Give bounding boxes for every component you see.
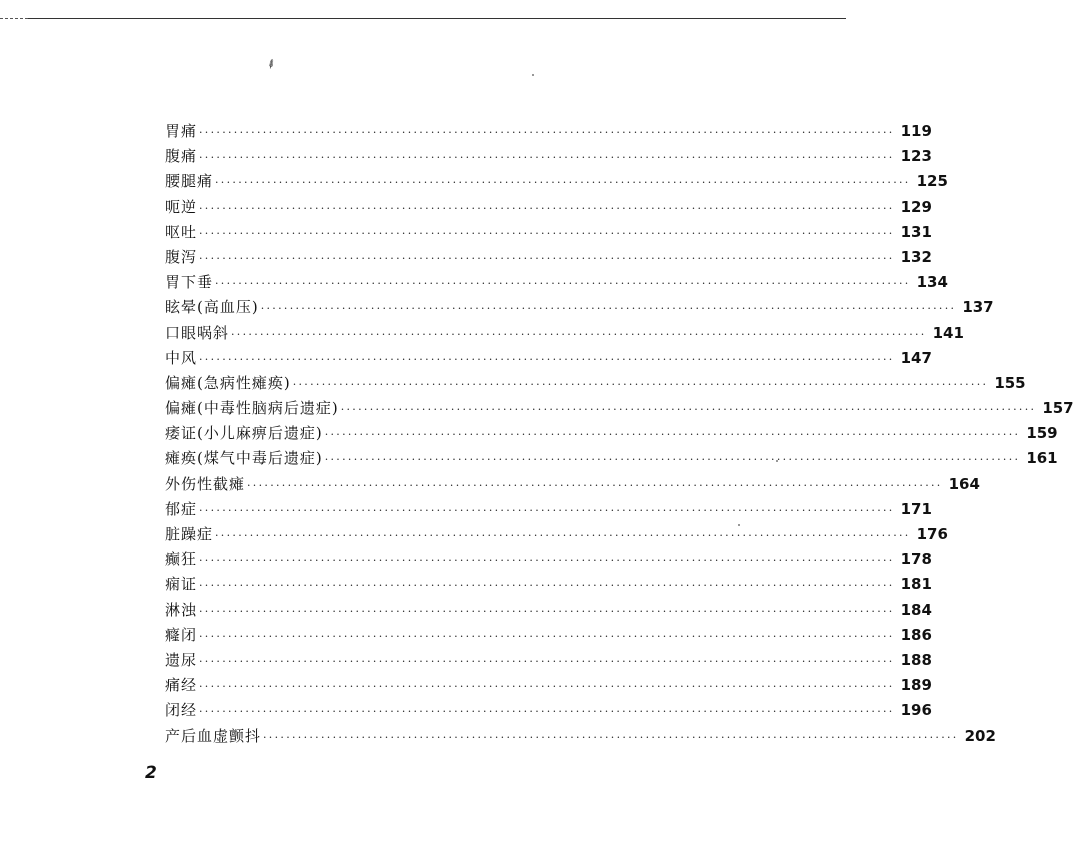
scan-artifact-mark: ⸙ <box>263 54 280 74</box>
toc-entry-title: 腰腿痛 <box>165 172 214 191</box>
toc-entry <box>165 220 932 245</box>
toc-entry <box>165 144 932 169</box>
toc-entry-title: 腹痛 <box>165 147 198 166</box>
toc-dot-leader: ························································································································ <box>199 680 895 694</box>
toc-entry-page: 155 <box>994 373 1026 392</box>
toc-entry-title: 脏躁症 <box>165 525 214 543</box>
toc-entry-title: 瘫痪(煤气中毒后遗症) <box>165 449 323 468</box>
toc-dot-leader: ························································································································ <box>199 604 895 618</box>
toc-entry <box>165 119 932 144</box>
toc-entry <box>165 724 996 749</box>
toc-entry-title: 中风 <box>165 348 198 367</box>
toc-dot-leader: ························································································································ <box>199 226 895 240</box>
toc-entry-page: 171 <box>900 499 932 518</box>
toc-entry-page: 196 <box>900 701 932 720</box>
toc-entry <box>165 371 1026 396</box>
toc-entry <box>165 321 964 346</box>
toc-entry <box>165 421 1058 446</box>
toc-dot-leader: ························································································································ <box>199 705 895 719</box>
toc-dot-leader: ························································································································ <box>215 529 911 542</box>
toc-dot-leader: ························································································································ <box>199 579 895 593</box>
toc-entry <box>165 472 980 497</box>
toc-dot-leader: ························································································································ <box>247 478 943 492</box>
toc-entry-title: 胃下垂 <box>165 273 214 292</box>
toc-entry <box>165 195 932 220</box>
toc-entry-page: 181 <box>900 575 932 594</box>
toc-entry-title: 产后血虚颤抖 <box>165 726 262 745</box>
toc-entry <box>165 522 948 547</box>
toc-entry-title: 腹泻 <box>165 247 198 266</box>
toc-entry-page: 123 <box>900 147 932 166</box>
toc-dot-leader: ························································································································ <box>199 629 895 643</box>
toc-dot-leader: ························································································································ <box>263 730 959 744</box>
toc-entry-page: 147 <box>900 348 932 367</box>
toc-entry-page: 202 <box>964 726 996 745</box>
top-rule-dashed <box>0 18 28 19</box>
table-of-contents <box>165 119 1074 749</box>
toc-entry-page: 119 <box>900 122 932 140</box>
toc-entry <box>165 497 932 522</box>
toc-entry-page: 188 <box>900 650 932 669</box>
toc-entry-title: 口眼㖞斜 <box>165 323 230 342</box>
toc-entry <box>165 572 932 597</box>
toc-entry-title: 偏瘫(急病性瘫痪) <box>165 373 291 392</box>
toc-entry <box>165 598 932 623</box>
toc-entry-title: 遗尿 <box>165 650 198 669</box>
toc-entry-title: 胃痛 <box>165 122 198 140</box>
toc-entry <box>165 245 932 270</box>
toc-dot-leader: ························································································································ <box>199 503 895 517</box>
toc-dot-leader: ························································································································ <box>199 251 895 265</box>
toc-entry-title: 郁症 <box>165 499 198 518</box>
toc-entry <box>165 346 932 371</box>
toc-entry-title: 痿证(小儿麻痹后遗症) <box>165 424 323 443</box>
toc-entry-page: 129 <box>900 197 932 216</box>
toc-entry-page: 141 <box>932 323 964 342</box>
toc-entry-page: 189 <box>900 676 932 695</box>
toc-dot-leader: ························································································································ <box>199 554 895 568</box>
toc-dot-leader: ························································································································ <box>324 428 1021 442</box>
toc-entry-page: 164 <box>948 474 980 493</box>
toc-dot-leader: ························································································································ <box>215 277 911 291</box>
toc-dot-leader: ························································································································ <box>340 403 1037 417</box>
toc-entry-page: 137 <box>962 298 994 317</box>
toc-entry-title: 眩晕(高血压) <box>165 298 259 317</box>
toc-entry-page: 132 <box>900 247 932 266</box>
toc-entry-title: 痛经 <box>165 676 198 695</box>
toc-entry <box>165 698 932 723</box>
toc-entry-page: 178 <box>900 550 932 569</box>
top-rule <box>28 18 846 19</box>
toc-dot-leader: ························································································································ <box>215 176 911 190</box>
toc-dot-leader: ························································································································ <box>199 126 895 139</box>
toc-dot-leader: ························································································································ <box>199 201 895 215</box>
toc-entry-page: 157 <box>1042 399 1074 418</box>
toc-entry <box>165 446 1058 471</box>
toc-entry-page: 161 <box>1026 449 1058 468</box>
toc-entry-page: 159 <box>1026 424 1058 443</box>
toc-entry-title: 呃逆 <box>165 197 198 216</box>
toc-entry-title: 偏瘫(中毒性脑病后遗症) <box>165 399 339 418</box>
scan-speck <box>532 74 534 76</box>
toc-entry <box>165 648 932 673</box>
toc-entry-title: 淋浊 <box>165 600 198 619</box>
toc-entry-title: 痫证 <box>165 575 198 594</box>
toc-entry <box>165 169 948 194</box>
toc-entry-title: 外伤性截瘫 <box>165 474 246 493</box>
toc-dot-leader: ························································································································ <box>199 352 895 366</box>
toc-entry-page: 186 <box>900 625 932 644</box>
toc-entry-page: 125 <box>916 172 948 191</box>
toc-entry <box>165 623 932 648</box>
toc-entry-page: 176 <box>916 525 948 543</box>
toc-entry-page: 131 <box>900 222 932 241</box>
toc-dot-leader: ························································································································ <box>292 377 989 391</box>
toc-dot-leader: ························································································································ <box>231 327 927 341</box>
page-number: 2 <box>145 763 157 783</box>
toc-entry-title: 癃闭 <box>165 625 198 644</box>
toc-entry <box>165 270 948 295</box>
toc-entry-title: 呕吐 <box>165 222 198 241</box>
toc-dot-leader: ························································································································ <box>324 453 1021 467</box>
toc-entry <box>165 396 1074 421</box>
toc-entry <box>165 547 932 572</box>
toc-entry <box>165 673 932 698</box>
toc-dot-leader: ························································································································ <box>199 654 895 668</box>
toc-entry-page: 134 <box>916 273 948 292</box>
toc-entry-title: 闭经 <box>165 701 198 720</box>
toc-entry <box>165 295 994 320</box>
toc-entry-title: 癫狂 <box>165 550 198 569</box>
toc-entry-page: 184 <box>900 600 932 619</box>
toc-dot-leader: ························································································································ <box>199 151 895 165</box>
toc-dot-leader: ························································································································ <box>260 302 957 316</box>
